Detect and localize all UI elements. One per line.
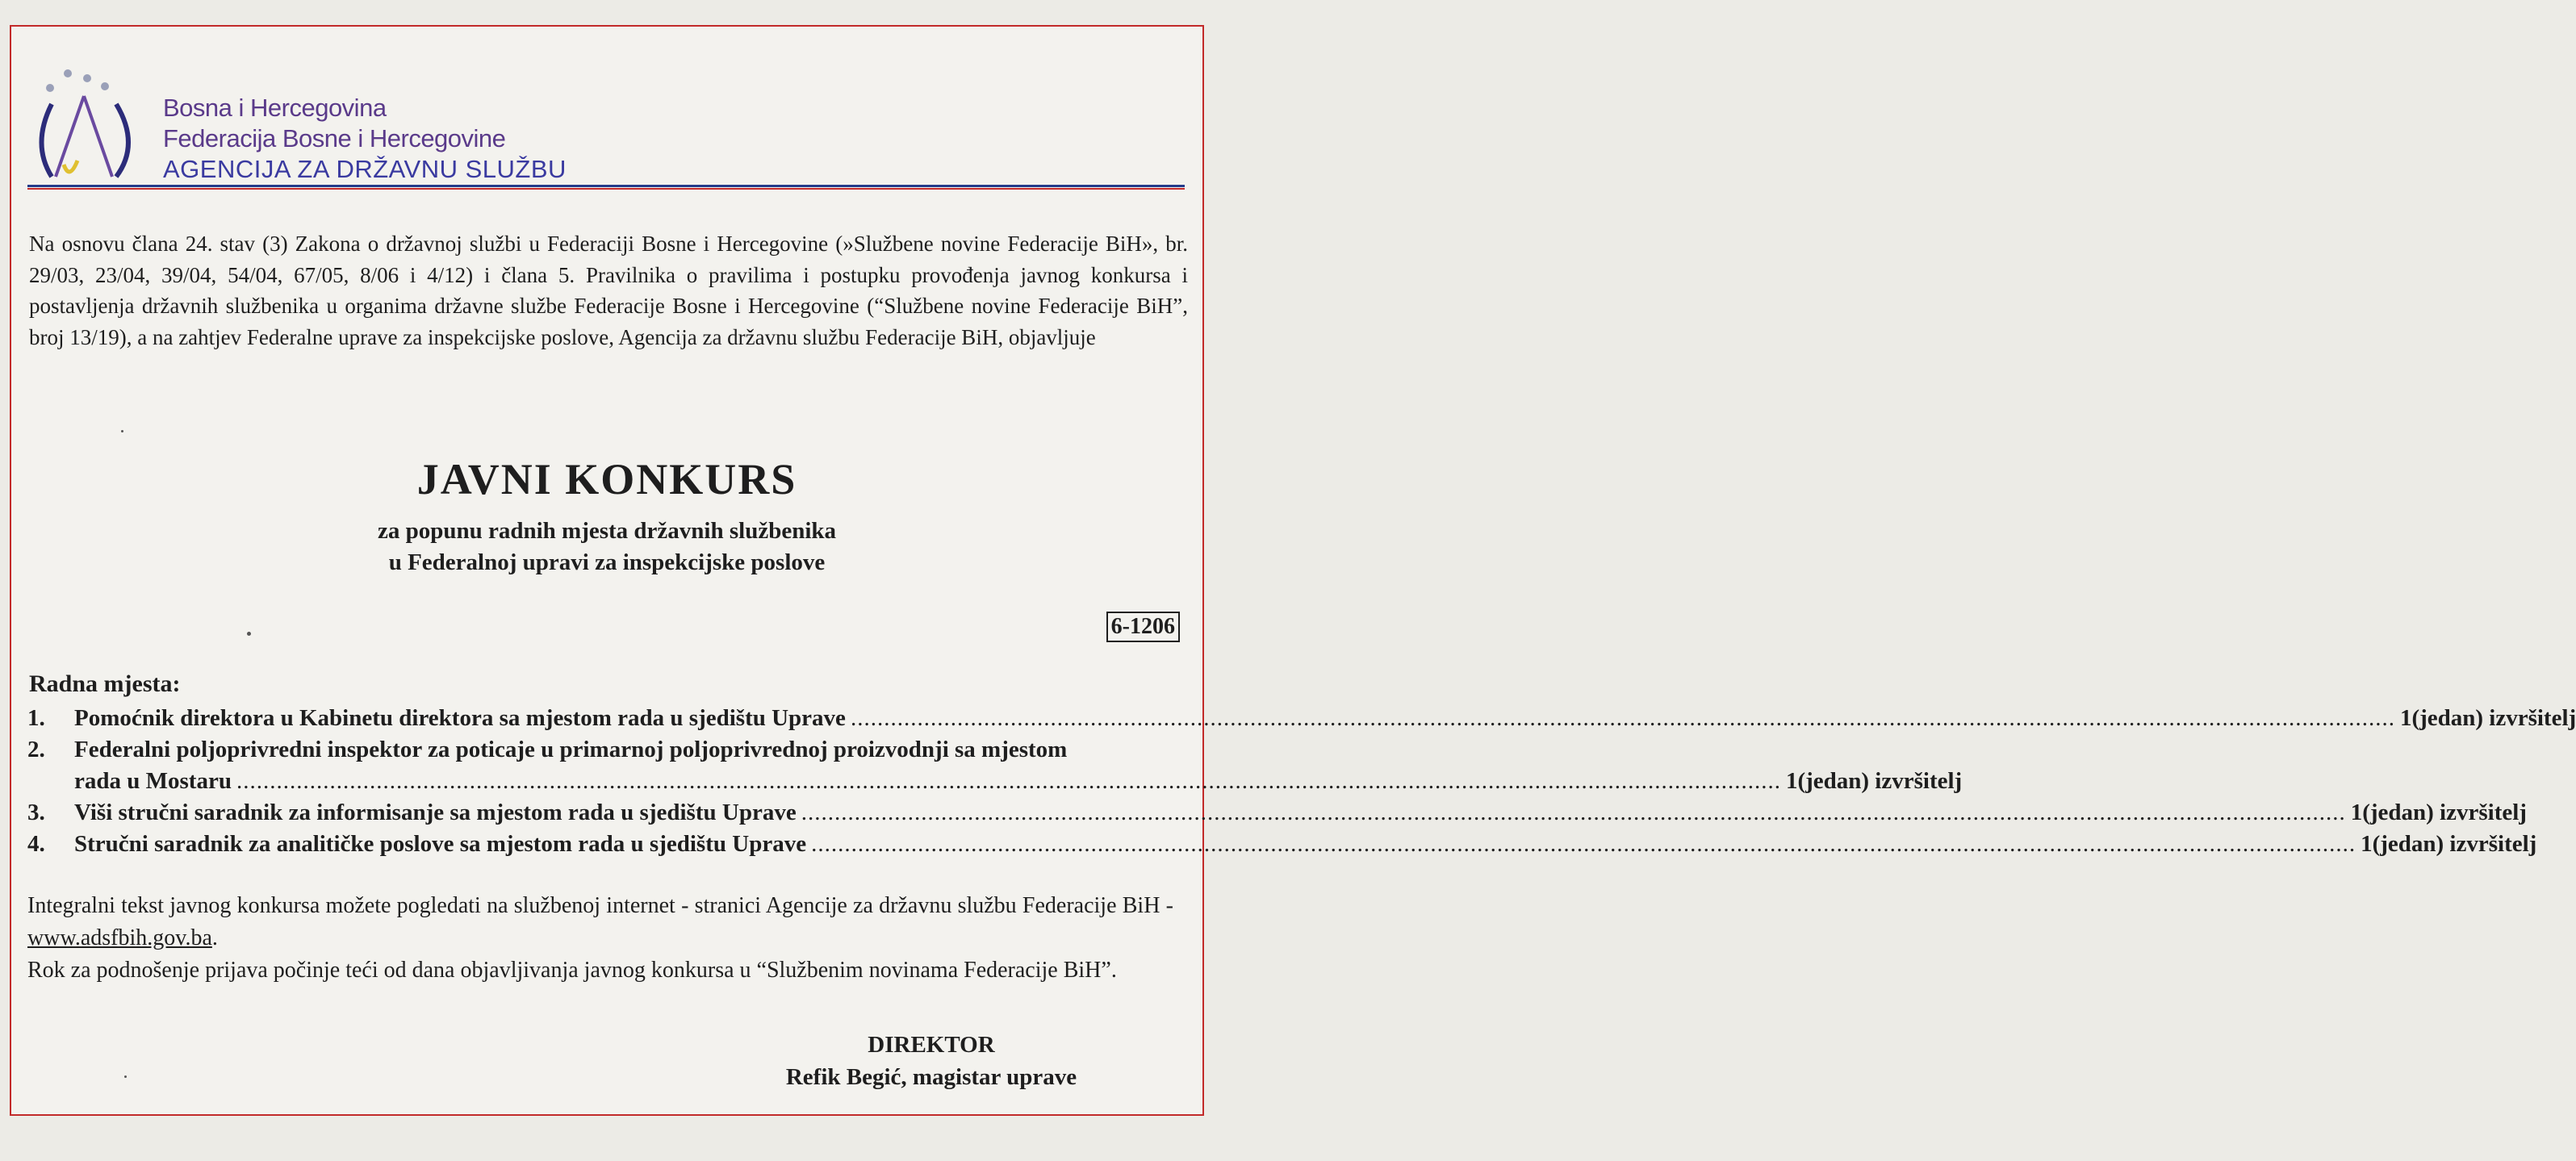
print-speck [247,632,251,636]
leader-dots [851,703,2395,734]
reference-number: 6-1206 [1106,612,1180,642]
agency-name-block [163,93,567,185]
position-title: Viši stručni saradnik za informisanje sa mjestom rada u sjedištu Uprave [74,800,797,825]
item-number: 1. [27,705,45,731]
country-name: Bosna i Hercegovina [163,94,387,122]
intro-text: Na osnovu člana 24. stav (3) Zakona o državnoj službi u Federaciji Bosne i Hercegovine (»Službene novine Federacije BiH», br. 29/03, 23/04, 39/04, 54/04, 67/05, 8/06 i 4/12) i člana 5. Pravilnika o pravilima i postupku provođenja javnog konkursa i postavljenja državnih službenika u organima državne službe Federacije Bosne i Hercegovine (“Službene novine Federacije BiH”, broj 13/19), a na zahtjev Federalne uprave za inspekcijske poslove, Agencija za državnu službu Federacije BiH, objavljuje [29,232,1188,349]
intro-paragraph [29,228,1188,353]
signature-name: Refik Begić, magistar uprave [785,1064,1077,1090]
position-title: rada u Mostaru [74,768,232,794]
period: . [211,925,218,950]
item-number: 3. [27,800,45,825]
leader-dots [236,766,1781,797]
deadline-text: Rok za podnošenje prijava počinje teći od dana objavljivanja javnog konkursa u “Službenim novinama Federacije BiH”. [27,958,1117,983]
leader-dots [811,829,2356,860]
subtitle [11,516,1202,578]
footer-text [27,890,1173,987]
item-number: 2. [27,737,45,762]
agency-header [27,56,641,193]
list-item [27,797,2527,829]
list-item [27,734,1963,797]
page-title: JAVNI KONKURS [416,455,797,503]
agency-logo-icon [27,56,148,185]
integral-text: Integralni tekst javnog konkursa možete pogledati na službenoj internet - stranici Agencije za državnu službu Federacije BiH - [27,893,1173,918]
leader-dots [801,797,2346,829]
position-count: 1(jedan) izvršitelj [1785,768,1963,794]
header-divider [27,185,1185,190]
position-count: 1(jedan) izvršitelj [2361,831,2537,857]
website-link[interactable]: www.adsfbih.gov.ba [27,925,212,950]
signature-block [762,1029,1101,1093]
positions-list [27,703,2576,860]
print-speck [121,430,123,432]
print-speck [124,1075,127,1078]
position-count: 1(jedan) izvršitelj [2399,705,2576,731]
list-item [27,703,2576,734]
list-item [27,829,2537,860]
position-count: 1(jedan) izvršitelj [2350,800,2527,825]
positions-heading: Radna mjesta: [29,670,181,697]
position-title: Stručni saradnik za analitičke poslove sa mjestom rada u sjedištu Uprave [74,831,807,857]
subtitle-line-1: za popunu radnih mjesta državnih službenika [377,518,837,544]
integral-text-paragraph [27,890,1173,954]
position-title: Pomoćnik direktora u Kabinetu direktora sa mjestom rada u sjedištu Uprave [74,705,846,731]
signature-title: DIREKTOR [868,1032,995,1058]
agency-name: AGENCIJA ZA DRŽAVNU SLUŽBU [163,155,567,183]
position-title-line-1: Federalni poljoprivredni inspektor za poticaje u primarnoj poljoprivrednoj proizvodnji sa mjestom [74,737,1068,762]
item-number: 4. [27,831,45,857]
federation-name: Federacija Bosne i Hercegovine [163,124,506,152]
advertisement-frame [10,25,2576,1116]
subtitle-line-2: u Federalnoj upravi za inspekcijske poslove [388,549,826,575]
